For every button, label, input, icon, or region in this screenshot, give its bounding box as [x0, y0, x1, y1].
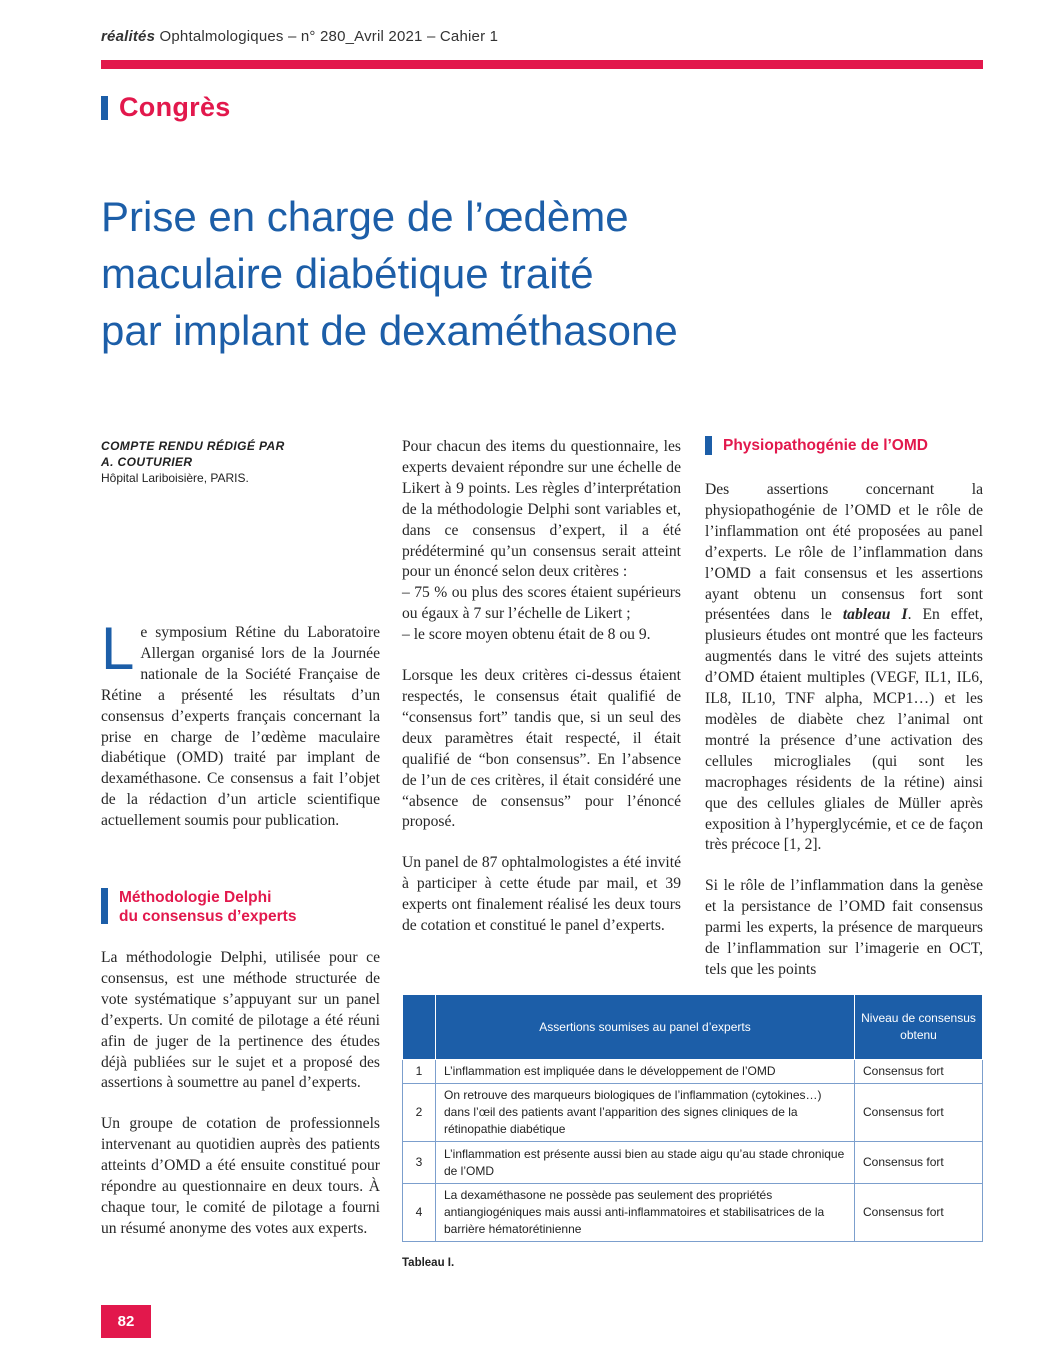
table-row	[403, 1142, 983, 1184]
row-assertion: L’inflammation est présente aussi bien au stade aigu qu’au stade chronique de l’OMD	[436, 1142, 855, 1184]
title-line: Prise en charge de l’œdème	[101, 193, 629, 240]
paragraph: Un groupe de cotation de professionnels intervenant au quotidien auprès des patients atteints d’OMD a été ensuite constitué pour répondre au questionnaire en deux tours. À chaque tour, le comité de pilotage a fourni un résumé anonyme des votes aux experts.	[101, 1115, 380, 1237]
section-label-text: Congrès	[119, 92, 231, 122]
section-marker-icon	[101, 96, 108, 120]
subheading-line: Physiopathogénie de l’OMD	[723, 437, 928, 454]
running-head	[101, 28, 498, 45]
paragraph: Pour chacun des items du questionnaire, les experts devaient répondre sur une échelle de Likert à 9 points. Les règles d’interprétation de la méthodologie Delphi sont variables et, dans ce consensus d’expert, il a été prédéterminé qu’un consensus serait atteint pour un énoncé selon deux critères :	[402, 438, 681, 581]
title-line: maculaire diabétique traité	[101, 250, 594, 297]
page-number: 82	[101, 1305, 151, 1338]
subheading-methodology	[101, 888, 296, 926]
criterion-item: – 75 % ou plus des scores étaient supérieurs ou égaux à 7 sur l’échelle de Likert ;	[402, 584, 681, 623]
row-assertion: On retrouve des marqueurs biologiques de l’inflammation (cytokines…) dans l’œil des patients avant l’apparition des signes cliniques de la rétinopathie diabétique	[436, 1084, 855, 1142]
row-assertion: La dexaméthasone ne possède pas seulement des propriétés antiangiogéniques mais aussi anti-inflammatoires et stabilisatrices de la barrière hématorétinienne	[436, 1184, 855, 1242]
subheading-line: du consensus d’experts	[119, 908, 297, 925]
row-number: 2	[403, 1084, 436, 1142]
journal-brand: réalités	[101, 28, 156, 45]
byline	[101, 438, 285, 486]
row-number: 4	[403, 1184, 436, 1242]
paragraph	[705, 480, 983, 856]
author-name: A. COUTURIER	[101, 455, 193, 469]
intro-text: e symposium Rétine du Laboratoire Allergan organisé lors de la Journée nationale de la Société Française de Rétine a présenté les résultats d’un consensus d’experts français concernant la prise en charge de l’œdème maculaire diabétique (OMD) traité par implant de dexaméthasone. Ce consensus a fait l’objet de la rédaction d’un article scientifique actuellement soumis pour publication.	[101, 624, 380, 830]
table-header-assertions: Assertions soumises au panel d’experts	[436, 995, 855, 1060]
row-level: Consensus fort	[855, 1184, 983, 1242]
row-assertion: L’inflammation est impliquée dans le développement de l’OMD	[436, 1060, 855, 1084]
consensus-table	[402, 994, 983, 1242]
article-title	[101, 188, 901, 359]
table-row	[403, 1060, 983, 1084]
byline-label: COMPTE RENDU RÉDIGÉ PAR	[101, 439, 285, 453]
column-three	[705, 480, 983, 981]
methodology-text	[101, 948, 380, 1240]
row-number: 3	[403, 1142, 436, 1184]
text-run: Des assertions concernant la physiopathogénie de l’OMD et le rôle de l’inflammation ont été proposées au panel d’experts. Le rôle de l’inflammation dans l’OMD a fait consensus et les assertions ayant obtenu un consensus fort sont présentées dans le	[705, 481, 983, 624]
paragraph: Un panel de 87 ophtalmologistes a été invité à participer à cette étude par mail, et 39 experts ont finalement réalisé les deux tours de cotation et constitué le panel d’experts.	[402, 854, 681, 935]
subheading-physiopathogenie	[705, 436, 928, 455]
section-label	[101, 92, 231, 123]
table-row	[403, 1084, 983, 1142]
row-level: Consensus fort	[855, 1084, 983, 1142]
journal-issue: Ophtalmologiques – n° 280_Avril 2021 – Cahier 1	[155, 28, 499, 45]
criterion-item: – le score moyen obtenu était de 8 ou 9.	[402, 626, 651, 644]
drop-cap: L	[101, 615, 135, 682]
subheading-marker-icon	[101, 888, 108, 924]
paragraph: Lorsque les deux critères ci-dessus étaient respectés, le consensus était qualifié de “consensus fort” tandis que, si un seul des deux paramètres était respecté, il était qualifié de “bon consensus”. En l’absence de l’un de ces critères, il était considéré une “absence de consensus” pour l’énoncé proposé.	[402, 667, 681, 831]
table-header-level: Niveau de consensus obtenu	[855, 995, 983, 1060]
column-two	[402, 437, 681, 937]
table-header-num	[403, 995, 436, 1060]
subheading-marker-icon	[705, 436, 712, 455]
paragraph: Si le rôle de l’inflammation dans la genèse et la persistance de l’OMD fait consensus parmi les experts, la présence de marqueurs de l’inflammation sur l’imagerie en OCT, tels que les points	[705, 877, 983, 978]
header-rule	[101, 60, 983, 69]
title-line: par implant de dexaméthasone	[101, 307, 678, 354]
table-reference: tableau I	[842, 606, 908, 624]
row-level: Consensus fort	[855, 1142, 983, 1184]
row-level: Consensus fort	[855, 1060, 983, 1084]
author-affiliation: Hôpital Lariboisière, PARIS.	[101, 471, 249, 485]
table-row	[403, 1184, 983, 1242]
text-run: . En effet, plusieurs études ont montré que les facteurs augmentés dans le vitré des sujets atteints d’OMD étaient multiples (VEGF, IL1, IL6, IL8, IL10, TNF alpha, MCP1…) et les modèles de diabète chez l’animal ont montré la présence d’une activation des cellules microgliales (qui sont les macrophages résidents de la rétine) ainsi que des cellules gliales de Müller après exposition à l’hyperglycémie, et ce de façon très précoce [1, 2].	[705, 606, 983, 854]
intro-paragraph	[101, 615, 380, 832]
row-number: 1	[403, 1060, 436, 1084]
table-caption: Tableau I.	[402, 1257, 455, 1269]
paragraph: La méthodologie Delphi, utilisée pour ce consensus, est une méthode structurée de vote systématique s’appuyant sur un panel d’experts. Un comité de pilotage a été réuni afin de juger de la pertinence des études déjà publiées sur le sujet et a proposé des assertions à soumettre au panel d’experts.	[101, 949, 380, 1092]
subheading-line: Méthodologie Delphi	[119, 889, 272, 906]
